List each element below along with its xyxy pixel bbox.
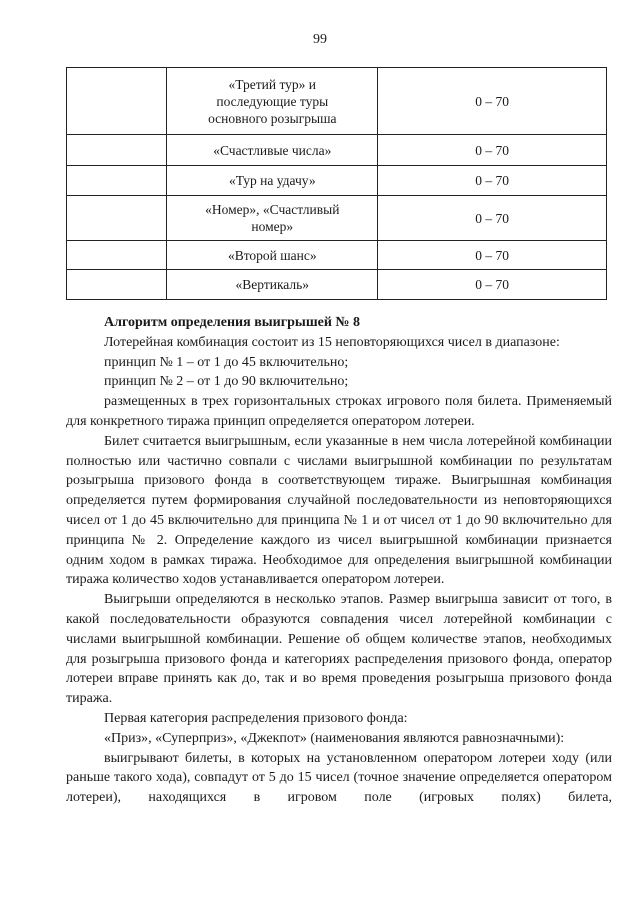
table-cell-range: 0 – 70	[378, 166, 607, 196]
table-row	[67, 68, 607, 135]
table-row	[67, 135, 607, 166]
table-cell-name: «Номер», «Счастливый номер»	[167, 196, 378, 241]
table-cell-name: «Вертикаль»	[167, 270, 378, 300]
table-cell-range: 0 – 70	[378, 270, 607, 300]
table-cell-name: «Счастливые числа»	[167, 135, 378, 166]
paragraph: принцип № 1 – от 1 до 45 включительно;	[104, 354, 349, 370]
table-row	[67, 270, 607, 300]
paragraph: Лотерейная комбинация состоит из 15 неповторяющихся чисел в диапазоне:	[104, 334, 560, 350]
paragraph: выигрывают билеты, в которых на установленном оператором лотереи ходу (или раньше такого хода), совпадут от 5 до 15 чисел (точное значение определяется оператором лотереи), находящихся в игровом поле (игровых полях) билета,	[66, 750, 612, 806]
paragraph: Выигрыши определяются в несколько этапов. Размер выигрыша зависит от того, в какой последовательности образуются совпадения чисел лотерейной комбинации с числами выигрышной комбинации. Решение об общем количестве этапов, необходимых для розыгрыша призового фонда и категориях распределения призового фонда, оператор лотереи вправе принять как до, так и во время проведения розыгрыша призового фонда тиража.	[66, 592, 612, 707]
section-heading: Алгоритм определения выигрышей № 8	[104, 315, 360, 330]
table-cell-name: «Третий тур» и последующие туры основного розыгрыша	[167, 68, 378, 135]
table-row	[67, 166, 607, 196]
paragraph: размещенных в трех горизонтальных строках игрового поля билета. Применяемый для конкретного тиража принцип определяется оператором лотереи.	[66, 394, 612, 429]
table-cell-range: 0 – 70	[378, 241, 607, 270]
table-row	[67, 241, 607, 270]
table-cell-range: 0 – 70	[378, 196, 607, 241]
table-cell-empty	[67, 68, 167, 135]
table-cell-empty	[67, 196, 167, 241]
table-cell-empty	[67, 135, 167, 166]
table-cell-name: «Второй шанс»	[167, 241, 378, 270]
paragraph: Первая категория распределения призового фонда:	[104, 710, 408, 726]
paragraph: принцип № 2 – от 1 до 90 включительно;	[104, 374, 349, 390]
paragraph: «Приз», «Суперприз», «Джекпот» (наименования являются равнозначными):	[104, 730, 565, 746]
prize-category-table	[66, 67, 607, 300]
table-row	[67, 196, 607, 241]
paragraph: Билет считается выигрышным, если указанные в нем числа лотерейной комбинации полностью или частично совпали с числами выигрышной комбинации по результатам розыгрыша призового фонда в соответствующем тираже. Выигрышная комбинация определяется путем формирования случайной последовательности из неповторяющихся чисел от 1 до 45 включительно для принципа № 1 и от чисел от 1 до 90 включительно для принципа № 2. Определение каждого из чисел выигрышной комбинации признается одним ходом в рамках тиража. Необходимое для определения выигрышной комбинации тиража количество ходов устанавливается оператором лотереи.	[66, 433, 612, 588]
page-number: 99	[313, 32, 327, 47]
table-cell-empty	[67, 241, 167, 270]
table-cell-empty	[67, 270, 167, 300]
table-cell-range: 0 – 70	[378, 135, 607, 166]
table-cell-empty	[67, 166, 167, 196]
table-cell-range: 0 – 70	[378, 68, 607, 135]
table-cell-name: «Тур на удачу»	[167, 166, 378, 196]
document-body	[66, 313, 612, 808]
